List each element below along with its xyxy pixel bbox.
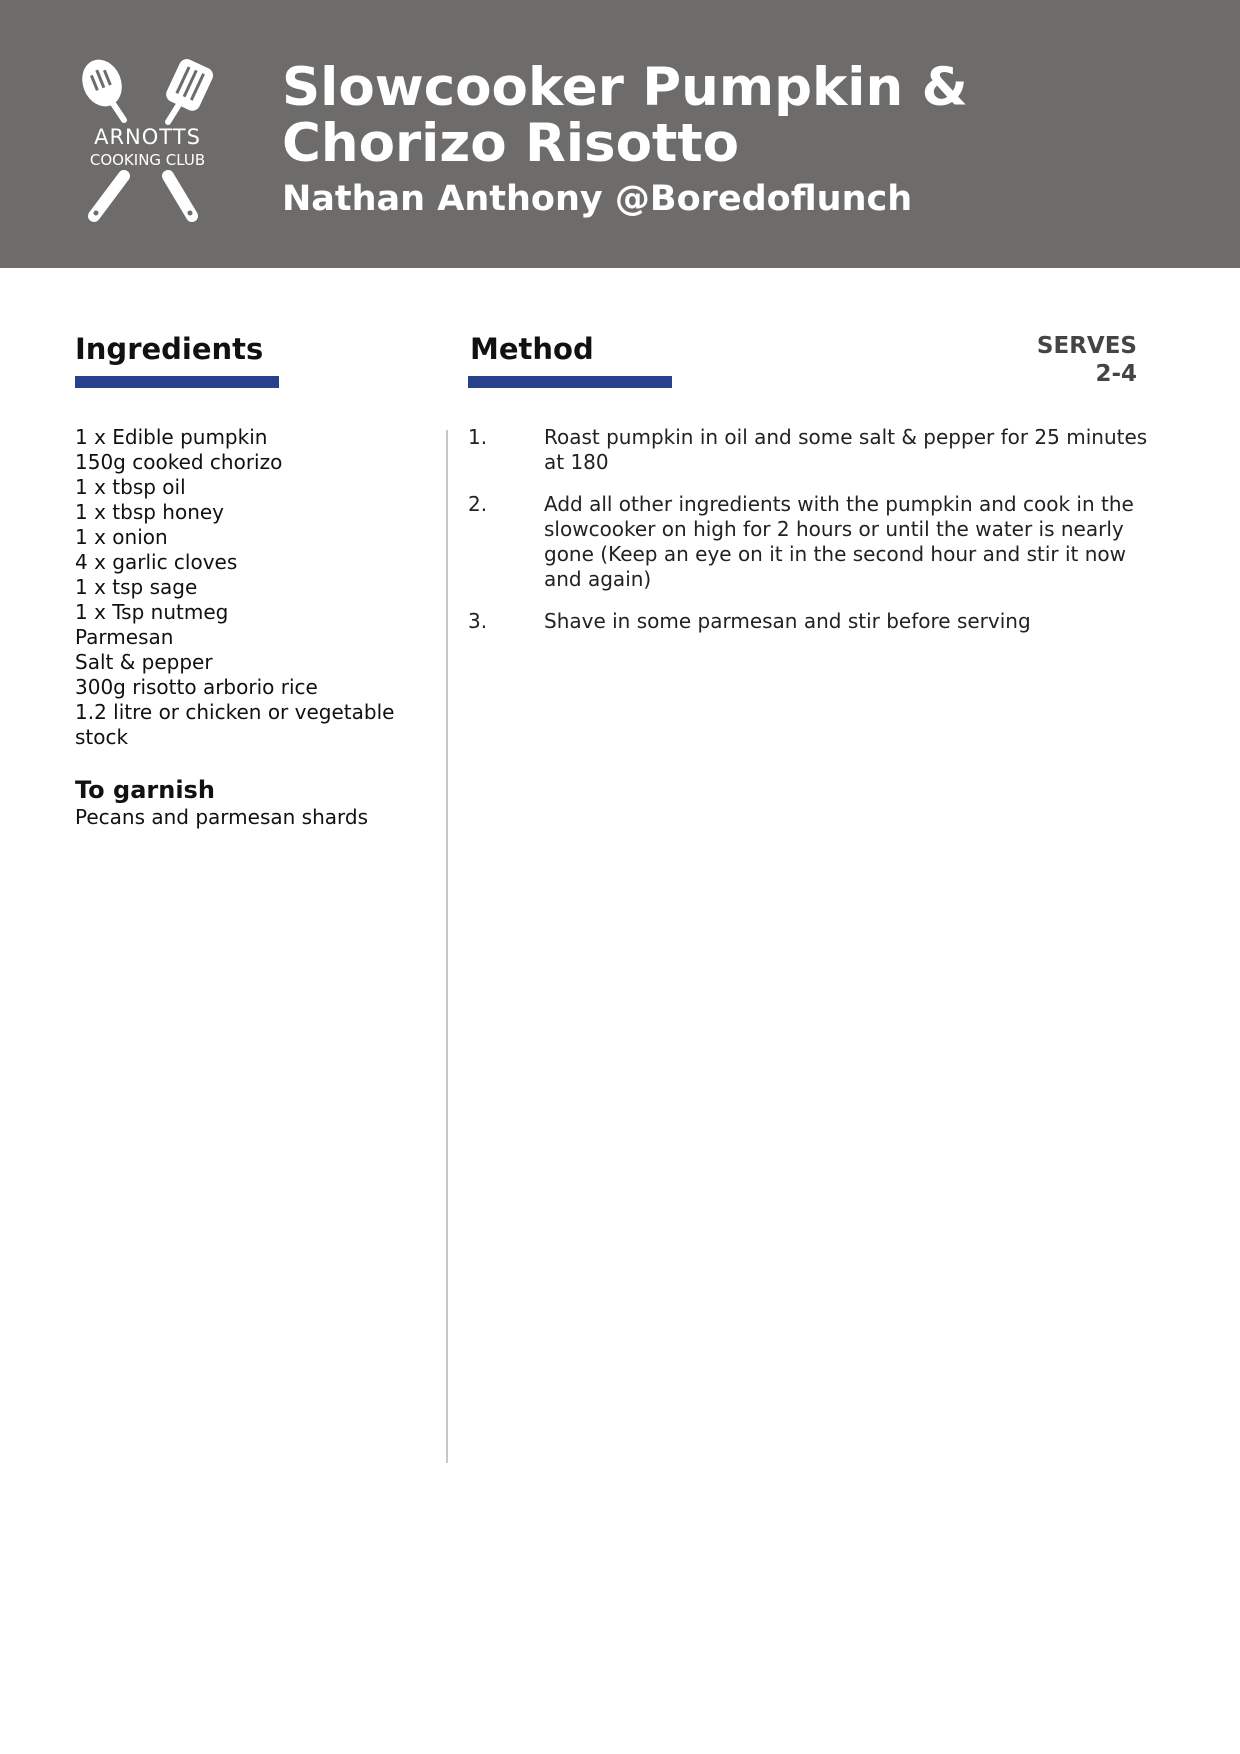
method-step bbox=[468, 609, 1158, 634]
garnish-text: Pecans and parmesan shards bbox=[75, 805, 368, 829]
method-steps-list bbox=[468, 425, 1158, 651]
ingredient-item: 150g cooked chorizo bbox=[75, 450, 283, 474]
ingredient-item: 1 x tbsp honey bbox=[75, 500, 225, 524]
step-text: Shave in some parmesan and stir before serving bbox=[544, 609, 1031, 633]
ingredient-item: 300g risotto arborio rice bbox=[75, 675, 318, 699]
recipe-author: Nathan Anthony @Boredoflunch bbox=[282, 179, 913, 219]
garnish-heading: To garnish bbox=[75, 776, 215, 804]
ingredient-item: 1 x onion bbox=[75, 525, 168, 549]
method-step bbox=[468, 492, 1158, 592]
ingredient-item: 1 x Edible pumpkin bbox=[75, 425, 268, 449]
ingredient-item: 4 x garlic cloves bbox=[75, 550, 238, 574]
ingredients-list bbox=[75, 425, 415, 750]
ingredient-item: 1 x tsp sage bbox=[75, 575, 198, 599]
logo-tagline: COOKING CLUB bbox=[89, 151, 206, 169]
recipe-title-line-2: Chorizo Risotto bbox=[282, 113, 740, 174]
ingredient-item: 1.2 litre or chicken or vegetable stock bbox=[75, 700, 395, 749]
method-heading: Method bbox=[470, 332, 594, 366]
serves-value: 2-4 bbox=[1095, 361, 1137, 387]
method-step bbox=[468, 425, 1158, 475]
recipe-title bbox=[282, 57, 1182, 174]
step-text: Roast pumpkin in oil and some salt & pepper for 25 minutes at 180 bbox=[544, 425, 1148, 474]
method-heading-underline bbox=[468, 376, 672, 388]
header-banner bbox=[0, 0, 1240, 268]
arnotts-cooking-club-logo bbox=[80, 58, 215, 223]
ingredient-item: Salt & pepper bbox=[75, 650, 213, 674]
ingredients-heading: Ingredients bbox=[75, 332, 264, 366]
column-divider bbox=[446, 430, 448, 1463]
ingredient-item: 1 x tbsp oil bbox=[75, 475, 186, 499]
step-number: 3. bbox=[468, 609, 488, 633]
step-number: 1. bbox=[468, 425, 488, 449]
logo-wordmark: ARNOTTS bbox=[94, 125, 201, 149]
recipe-title-line-1: Slowcooker Pumpkin & bbox=[282, 57, 968, 118]
ingredient-item: Parmesan bbox=[75, 625, 174, 649]
step-number: 2. bbox=[468, 492, 488, 516]
serves-label: SERVES bbox=[1036, 333, 1137, 359]
step-text: Add all other ingredients with the pumpkin and cook in the slowcooker on high for 2 hours or until the water is nearly gone (Keep an eye on it in the second hour and stir it now and again) bbox=[544, 492, 1134, 591]
ingredients-heading-underline bbox=[75, 376, 279, 388]
ingredient-item: 1 x Tsp nutmeg bbox=[75, 600, 229, 624]
serves-badge bbox=[980, 332, 1137, 388]
